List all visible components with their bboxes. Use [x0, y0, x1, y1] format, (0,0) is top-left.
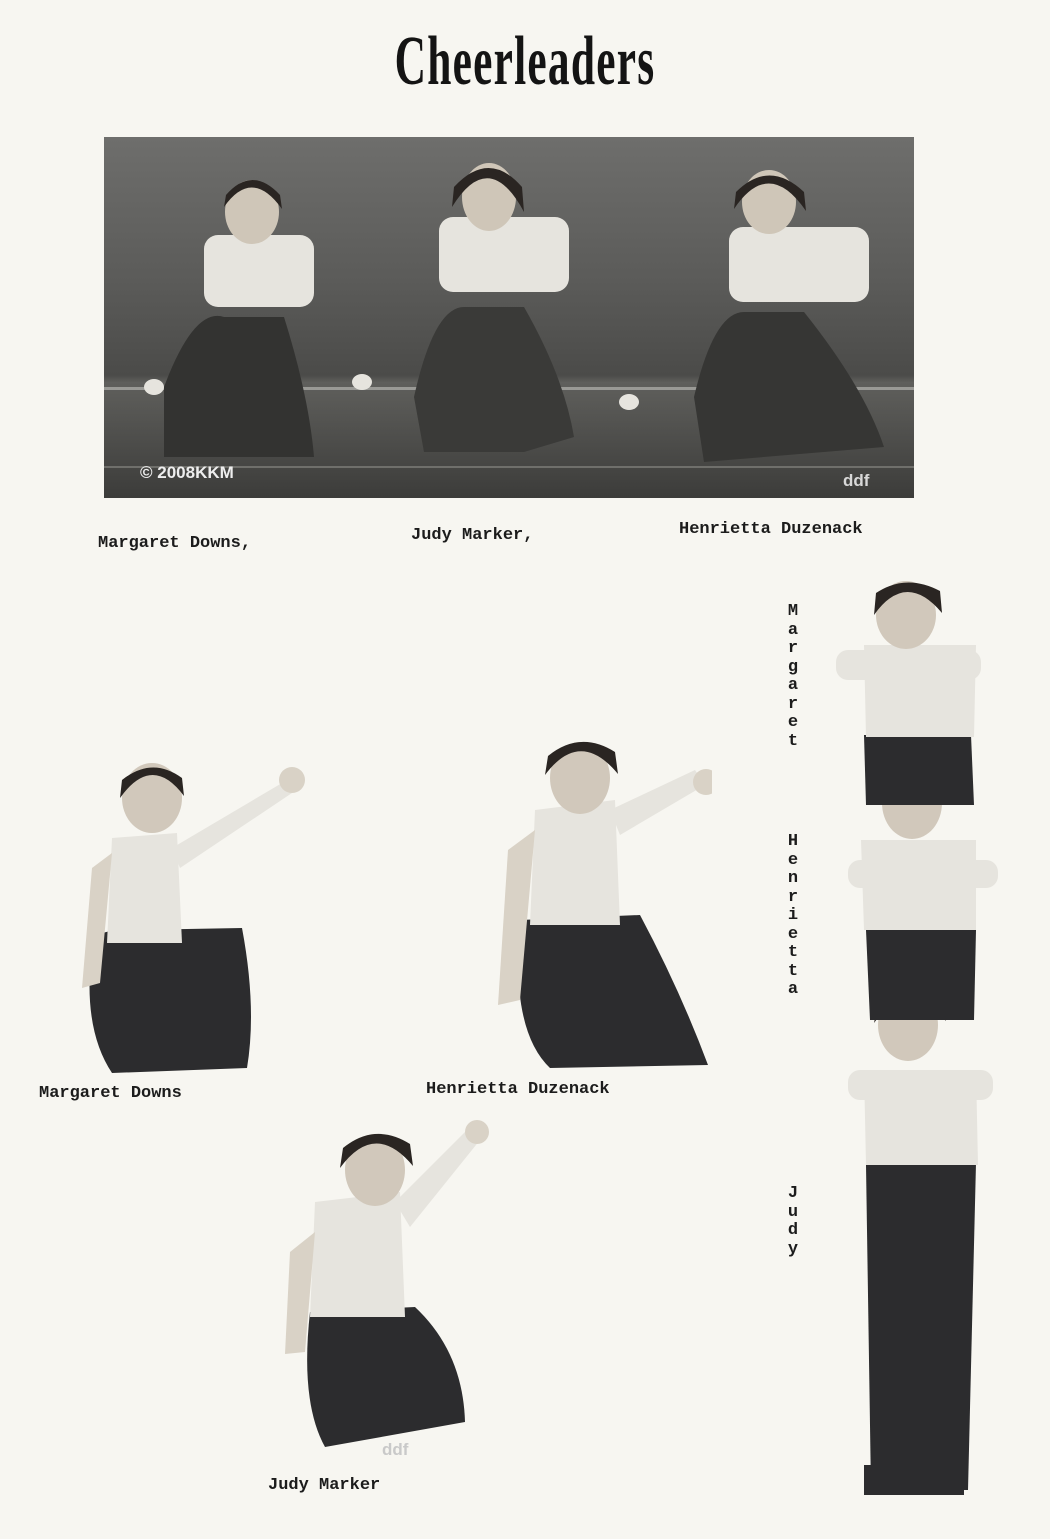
judy-pose-caption: Judy Marker — [268, 1476, 381, 1495]
group-caption-margaret: Margaret Downs, — [98, 534, 252, 553]
vertical-letter: r — [787, 639, 799, 658]
group-photo — [104, 137, 914, 498]
vertical-letter: u — [787, 1202, 799, 1222]
vertical-letter: r — [787, 694, 799, 714]
vertical-letter: d — [787, 1221, 799, 1240]
vertical-letter: n — [787, 869, 799, 888]
stacked-trio-photo — [836, 575, 1006, 1500]
henrietta-pose-photo — [480, 730, 712, 1075]
judy-pose-photo — [285, 1102, 493, 1460]
vertical-letter: M — [787, 602, 799, 621]
stack-label-judy — [783, 1185, 803, 1259]
henrietta-pose-caption: Henrietta Duzenack — [426, 1080, 610, 1099]
copyright-watermark: © 2008KKM — [140, 463, 234, 482]
vertical-letter: e — [787, 713, 799, 732]
stack-label-margaret — [783, 603, 803, 751]
cheerleader-figure-left — [144, 180, 314, 457]
group-caption-judy: Judy Marker, — [411, 526, 534, 545]
vertical-letter: i — [787, 906, 799, 925]
vertical-letter: a — [787, 980, 799, 999]
cheerleader-figure-right — [619, 170, 884, 462]
stack-label-henrietta — [783, 833, 803, 1000]
bottom-initials-watermark: ddf — [382, 1440, 409, 1459]
vertical-letter: e — [787, 850, 799, 870]
vertical-letter: t — [787, 961, 799, 981]
vertical-letter: H — [787, 832, 799, 851]
vertical-letter: y — [787, 1239, 799, 1259]
vertical-letter: g — [787, 657, 799, 677]
vertical-letter: e — [787, 924, 799, 944]
page-title: Cheerleaders — [394, 23, 656, 100]
margaret-pose-caption: Margaret Downs — [39, 1084, 182, 1103]
margaret-pose-photo — [52, 758, 312, 1080]
vertical-letter: a — [787, 620, 799, 640]
vertical-letter: t — [787, 731, 799, 751]
initials-watermark: ddf — [843, 471, 870, 490]
vertical-letter: a — [787, 676, 799, 695]
vertical-letter: t — [787, 943, 799, 962]
cheerleader-figure-center — [352, 163, 574, 452]
vertical-letter: J — [787, 1184, 799, 1203]
vertical-letter: r — [787, 887, 799, 907]
group-caption-henrietta: Henrietta Duzenack — [679, 520, 863, 539]
